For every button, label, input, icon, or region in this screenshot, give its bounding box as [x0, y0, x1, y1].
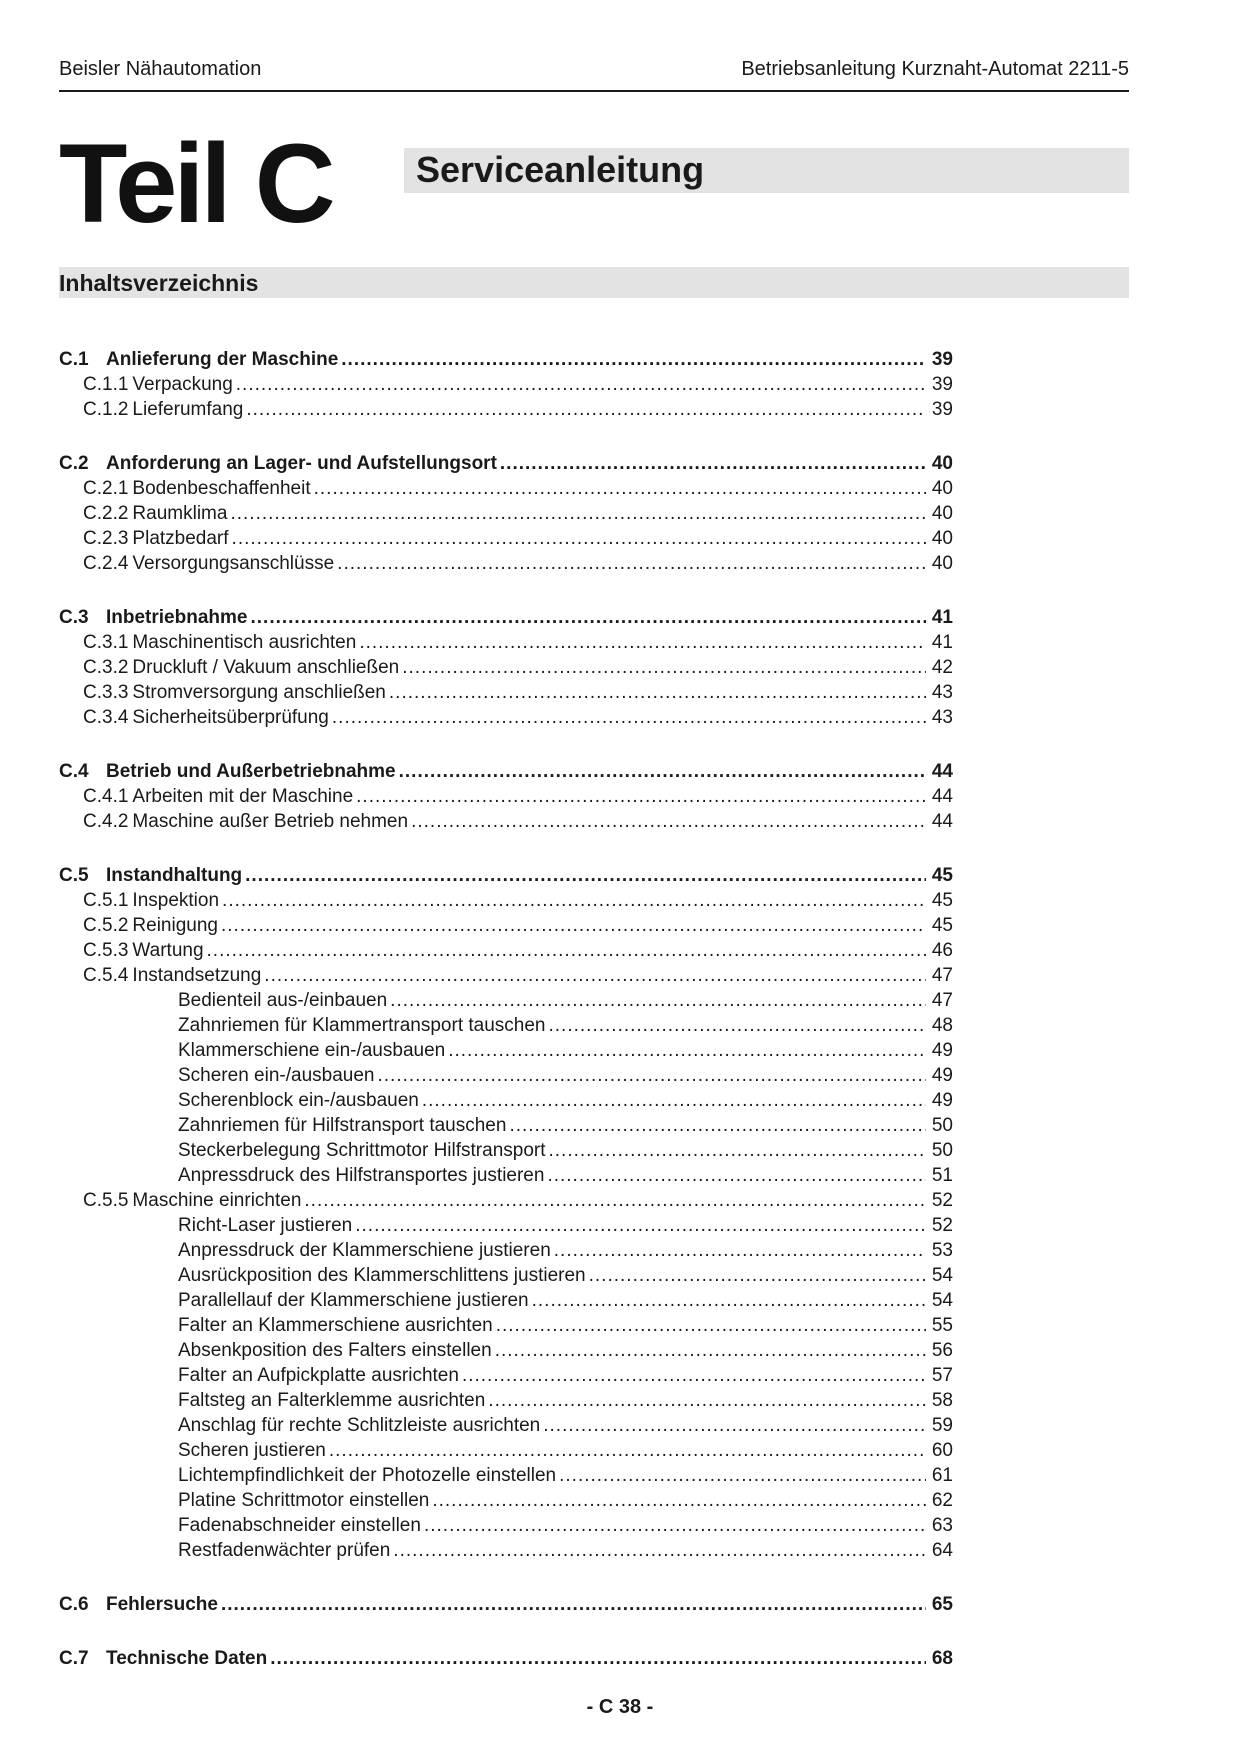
toc-leader-dots: [500, 451, 926, 476]
toc-leader-dots: [341, 347, 926, 372]
toc-topic-entry[interactable]: [59, 1388, 953, 1413]
toc-entry-title: Anpressdruck der Klammerschiene justieren: [178, 1240, 551, 1261]
toc-chapter-entry[interactable]: [59, 605, 953, 630]
toc-entry-page: 62: [931, 1490, 953, 1511]
toc-topic-entry[interactable]: [59, 1438, 953, 1463]
toc-subsection-entry[interactable]: [59, 784, 953, 809]
toc-leader-dots: [270, 1646, 926, 1671]
toc-entry-page: 44: [931, 761, 953, 782]
toc-entry-title: Absenkposition des Falters einstellen: [178, 1340, 492, 1361]
toc-leader-dots: [264, 963, 926, 988]
toc-entry-page: 54: [931, 1265, 953, 1286]
toc-entry-page: 64: [931, 1540, 953, 1561]
toc-entry-page: 56: [931, 1340, 953, 1361]
toc-entry-title: Zahnriemen für Klammertransport tauschen: [178, 1015, 546, 1036]
toc-topic-entry[interactable]: [59, 1413, 953, 1438]
toc-leader-dots: [462, 1363, 926, 1388]
toc-entry-title: Maschine einrichten: [132, 1190, 302, 1211]
toc-entry-title: Versorgungsanschlüsse: [132, 553, 335, 574]
toc-entry-title: Instandsetzung: [132, 965, 262, 986]
toc-entry-page: 51: [931, 1165, 953, 1186]
toc-entry-page: 55: [931, 1315, 953, 1336]
toc-topic-entry[interactable]: [59, 1513, 953, 1538]
toc-leader-dots: [448, 1038, 926, 1063]
toc-subsection-entry[interactable]: [59, 938, 953, 963]
toc-entry-page: 48: [931, 1015, 953, 1036]
toc-leader-dots: [393, 1538, 926, 1563]
toc-subsection-entry[interactable]: [59, 963, 953, 988]
toc-leader-dots: [355, 1213, 926, 1238]
toc-entry-page: 45: [931, 915, 953, 936]
toc-leader-dots: [221, 913, 926, 938]
toc-section-group: [59, 451, 953, 576]
toc-section-group: [59, 759, 953, 834]
toc-entry-page: 39: [931, 399, 953, 420]
toc-leader-dots: [495, 1338, 926, 1363]
toc-entry-title: Fadenabschneider einstellen: [178, 1515, 421, 1536]
toc-entry-title: Reinigung: [132, 915, 218, 936]
toc-entry-title: Falter an Klammerschiene ausrichten: [178, 1315, 493, 1336]
toc-entry-number: C.4: [59, 761, 89, 782]
toc-entry-page: 46: [931, 940, 953, 961]
toc-entry-title: Richt-Laser justieren: [178, 1215, 353, 1236]
toc-entry-page: 41: [931, 607, 953, 628]
toc-entry-title: Betrieb und Außerbetriebnahme: [106, 761, 396, 782]
toc-leader-dots: [222, 888, 926, 913]
toc-entry-page: 45: [931, 890, 953, 911]
toc-subsection-entry[interactable]: [59, 501, 953, 526]
toc-leader-dots: [232, 526, 926, 551]
toc-entry-page: 63: [931, 1515, 953, 1536]
toc-entry-page: 58: [931, 1390, 953, 1411]
toc-entry-number: C.3.1: [83, 632, 129, 653]
toc-entry-number: C.2.1: [83, 478, 129, 499]
toc-leader-dots: [245, 863, 926, 888]
toc-entry-page: 47: [931, 965, 953, 986]
toc-leader-dots: [329, 1438, 926, 1463]
toc-chapter-entry[interactable]: [59, 1646, 953, 1671]
toc-topic-entry[interactable]: [59, 1238, 953, 1263]
toc-leader-dots: [230, 501, 926, 526]
toc-leader-dots: [359, 630, 926, 655]
toc-leader-dots: [549, 1013, 927, 1038]
toc-chapter-entry[interactable]: [59, 863, 953, 888]
toc-entry-number: C.1: [59, 349, 89, 370]
toc-topic-entry[interactable]: [59, 1338, 953, 1363]
toc-subsection-entry[interactable]: [59, 630, 953, 655]
toc-entry-title: Restfadenwächter prüfen: [178, 1540, 391, 1561]
toc-subsection-entry[interactable]: [59, 397, 953, 422]
toc-chapter-entry[interactable]: [59, 451, 953, 476]
toc-entry-page: 45: [931, 865, 953, 886]
toc-entry-title: Anlieferung der Maschine: [106, 349, 339, 370]
toc-entry-page: 40: [931, 453, 953, 474]
toc-entry-page: 50: [931, 1115, 953, 1136]
toc-topic-entry[interactable]: [59, 988, 953, 1013]
toc-leader-dots: [424, 1513, 926, 1538]
toc-entry-page: 49: [931, 1090, 953, 1111]
toc-chapter-entry[interactable]: [59, 759, 953, 784]
toc-entry-page: 49: [931, 1065, 953, 1086]
toc-leader-dots: [402, 655, 926, 680]
toc-leader-dots: [496, 1313, 926, 1338]
toc-entry-number: C.2.3: [83, 528, 129, 549]
toc-entry-page: 40: [931, 553, 953, 574]
toc-heading: Inhaltsverzeichnis: [59, 270, 259, 296]
toc-entry-title: Scheren ein-/ausbauen: [178, 1065, 375, 1086]
toc-entry-number: C.5.4: [83, 965, 129, 986]
toc-topic-entry[interactable]: [59, 1113, 953, 1138]
toc-entry-number: C.6: [59, 1594, 89, 1615]
toc-topic-entry[interactable]: [59, 1213, 953, 1238]
toc-entry-title: Verpackung: [132, 374, 233, 395]
header-document-title: Betriebsanleitung Kurznaht-Automat 2211-5: [741, 58, 1129, 80]
toc-leader-dots: [221, 1592, 926, 1617]
toc-entry-title: Lichtempfindlichkeit der Photozelle einstellen: [178, 1465, 557, 1486]
toc-entry-page: 53: [931, 1240, 953, 1261]
toc-leader-dots: [549, 1138, 927, 1163]
toc-entry-page: 43: [931, 707, 953, 728]
toc-entry-title: Anschlag für rechte Schlitzleiste ausrichten: [178, 1415, 541, 1436]
toc-leader-dots: [589, 1263, 926, 1288]
toc-entry-title: Inspektion: [132, 890, 220, 911]
toc-entry-page: 44: [931, 786, 953, 807]
toc-leader-dots: [332, 705, 926, 730]
toc-entry-title: Druckluft / Vakuum anschließen: [132, 657, 400, 678]
toc-subsection-entry[interactable]: [59, 655, 953, 680]
toc-leader-dots: [246, 397, 926, 422]
toc-entry-page: 49: [931, 1040, 953, 1061]
toc-entry-title: Bedienteil aus-/einbauen: [178, 990, 388, 1011]
toc-leader-dots: [250, 605, 926, 630]
toc-entry-page: 59: [931, 1415, 953, 1436]
toc-entry-number: C.2.4: [83, 553, 129, 574]
toc-entry-title: Lieferumfang: [132, 399, 244, 420]
table-of-contents: [59, 347, 953, 1700]
toc-entry-number: C.3.3: [83, 682, 129, 703]
toc-entry-page: 54: [931, 1290, 953, 1311]
toc-leader-dots: [207, 938, 926, 963]
toc-topic-entry[interactable]: [59, 1138, 953, 1163]
section-title: Serviceanleitung: [416, 149, 705, 190]
toc-subsection-entry[interactable]: [59, 680, 953, 705]
toc-topic-entry[interactable]: [59, 1463, 953, 1488]
toc-entry-number: C.3: [59, 607, 89, 628]
toc-topic-entry[interactable]: [59, 1363, 953, 1388]
toc-entry-number: C.3.2: [83, 657, 129, 678]
toc-topic-entry[interactable]: [59, 1088, 953, 1113]
toc-leader-dots: [509, 1113, 926, 1138]
toc-entry-page: 50: [931, 1140, 953, 1161]
toc-entry-title: Scheren justieren: [178, 1440, 326, 1461]
toc-leader-dots: [532, 1288, 926, 1313]
toc-entry-page: 43: [931, 682, 953, 703]
toc-entry-title: Stromversorgung anschließen: [132, 682, 386, 703]
toc-entry-page: 61: [931, 1465, 953, 1486]
toc-entry-title: Technische Daten: [106, 1648, 268, 1669]
toc-entry-page: 40: [931, 528, 953, 549]
toc-entry-title: Zahnriemen für Hilfstransport tauschen: [178, 1115, 507, 1136]
toc-entry-number: C.5: [59, 865, 89, 886]
toc-entry-title: Sicherheitsüberprüfung: [132, 707, 329, 728]
toc-subsection-entry[interactable]: [59, 888, 953, 913]
toc-leader-dots: [377, 1063, 926, 1088]
toc-entry-title: Platine Schrittmotor einstellen: [178, 1490, 430, 1511]
toc-entry-number: C.5.5: [83, 1190, 129, 1211]
toc-entry-title: Scherenblock ein-/ausbauen: [178, 1090, 419, 1111]
toc-entry-page: 42: [931, 657, 953, 678]
toc-entry-number: C.3.4: [83, 707, 129, 728]
toc-chapter-entry[interactable]: [59, 1592, 953, 1617]
toc-subsection-entry[interactable]: [59, 913, 953, 938]
toc-entry-page: 68: [931, 1648, 953, 1669]
toc-leader-dots: [547, 1163, 926, 1188]
toc-entry-title: Maschinentisch ausrichten: [132, 632, 357, 653]
toc-leader-dots: [422, 1088, 926, 1113]
toc-topic-entry[interactable]: [59, 1013, 953, 1038]
toc-entry-page: 60: [931, 1440, 953, 1461]
toc-subsection-entry[interactable]: [59, 372, 953, 397]
toc-entry-title: Klammerschiene ein-/ausbauen: [178, 1040, 446, 1061]
toc-section-group: [59, 347, 953, 422]
toc-entry-page: 52: [931, 1190, 953, 1211]
toc-subsection-entry[interactable]: [59, 526, 953, 551]
toc-leader-dots: [432, 1488, 926, 1513]
toc-entry-title: Platzbedarf: [132, 528, 229, 549]
toc-section-group: [59, 863, 953, 1563]
toc-entry-title: Bodenbeschaffenheit: [132, 478, 311, 499]
toc-leader-dots: [304, 1188, 926, 1213]
toc-leader-dots: [399, 759, 926, 784]
part-title: Teil C: [59, 121, 332, 246]
toc-subsection-entry[interactable]: [59, 476, 953, 501]
toc-topic-entry[interactable]: [59, 1488, 953, 1513]
toc-entry-page: 44: [931, 811, 953, 832]
toc-entry-title: Wartung: [132, 940, 204, 961]
toc-entry-page: 40: [931, 478, 953, 499]
toc-entry-page: 40: [931, 503, 953, 524]
toc-entry-title: Anforderung an Lager- und Aufstellungsort: [106, 453, 497, 474]
toc-entry-title: Inbetriebnahme: [106, 607, 248, 628]
toc-entry-page: 65: [931, 1594, 953, 1615]
toc-section-group: [59, 1592, 953, 1617]
page-header: [59, 56, 1129, 92]
toc-section-group: [59, 605, 953, 730]
toc-entry-number: C.1.2: [83, 399, 129, 420]
toc-topic-entry[interactable]: [59, 1163, 953, 1188]
toc-entry-title: Maschine außer Betrieb nehmen: [132, 811, 409, 832]
toc-entry-title: Ausrückposition des Klammerschlittens justieren: [178, 1265, 586, 1286]
toc-topic-entry[interactable]: [59, 1288, 953, 1313]
toc-subsection-entry[interactable]: [59, 809, 953, 834]
toc-entry-page: 39: [931, 374, 953, 395]
toc-entry-title: Anpressdruck des Hilfstransportes justieren: [178, 1165, 545, 1186]
toc-topic-entry[interactable]: [59, 1538, 953, 1563]
toc-chapter-entry[interactable]: [59, 347, 953, 372]
header-company: Beisler Nähautomation: [59, 58, 262, 80]
toc-leader-dots: [236, 372, 926, 397]
toc-topic-entry[interactable]: [59, 1313, 953, 1338]
toc-entry-number: C.5.1: [83, 890, 129, 911]
toc-leader-dots: [559, 1463, 926, 1488]
toc-leader-dots: [356, 784, 926, 809]
toc-entry-title: Arbeiten mit der Maschine: [132, 786, 354, 807]
toc-topic-entry[interactable]: [59, 1063, 953, 1088]
toc-leader-dots: [337, 551, 926, 576]
toc-entry-page: 41: [931, 632, 953, 653]
toc-entry-number: C.5.3: [83, 940, 129, 961]
toc-leader-dots: [488, 1388, 926, 1413]
toc-entry-number: C.5.2: [83, 915, 129, 936]
toc-leader-dots: [411, 809, 926, 834]
page-number: - C 38 -: [586, 1696, 654, 1718]
toc-entry-title: Fehlersuche: [106, 1594, 218, 1615]
toc-entry-number: C.4.2: [83, 811, 129, 832]
toc-entry-title: Steckerbelegung Schrittmotor Hilfstransport: [178, 1140, 546, 1161]
toc-subsection-entry[interactable]: [59, 1188, 953, 1213]
toc-entry-number: C.1.1: [83, 374, 129, 395]
toc-entry-title: Raumklima: [132, 503, 228, 524]
toc-entry-title: Falter an Aufpickplatte ausrichten: [178, 1365, 459, 1386]
toc-entry-page: 47: [931, 990, 953, 1011]
toc-leader-dots: [314, 476, 926, 501]
toc-entry-page: 57: [931, 1365, 953, 1386]
toc-entry-number: C.4.1: [83, 786, 129, 807]
toc-leader-dots: [554, 1238, 926, 1263]
toc-entry-title: Faltsteg an Falterklemme ausrichten: [178, 1390, 486, 1411]
toc-entry-title: Parallellauf der Klammerschiene justieren: [178, 1290, 529, 1311]
toc-leader-dots: [543, 1413, 926, 1438]
toc-entry-page: 52: [931, 1215, 953, 1236]
toc-entry-title: Instandhaltung: [106, 865, 243, 886]
toc-topic-entry[interactable]: [59, 1263, 953, 1288]
toc-entry-number: C.2.2: [83, 503, 129, 524]
toc-entry-number: C.2: [59, 453, 89, 474]
toc-leader-dots: [389, 680, 926, 705]
toc-entry-number: C.7: [59, 1648, 89, 1669]
toc-leader-dots: [390, 988, 926, 1013]
toc-section-group: [59, 1646, 953, 1671]
toc-subsection-entry[interactable]: [59, 705, 953, 730]
toc-entry-page: 39: [931, 349, 953, 370]
toc-subsection-entry[interactable]: [59, 551, 953, 576]
toc-topic-entry[interactable]: [59, 1038, 953, 1063]
